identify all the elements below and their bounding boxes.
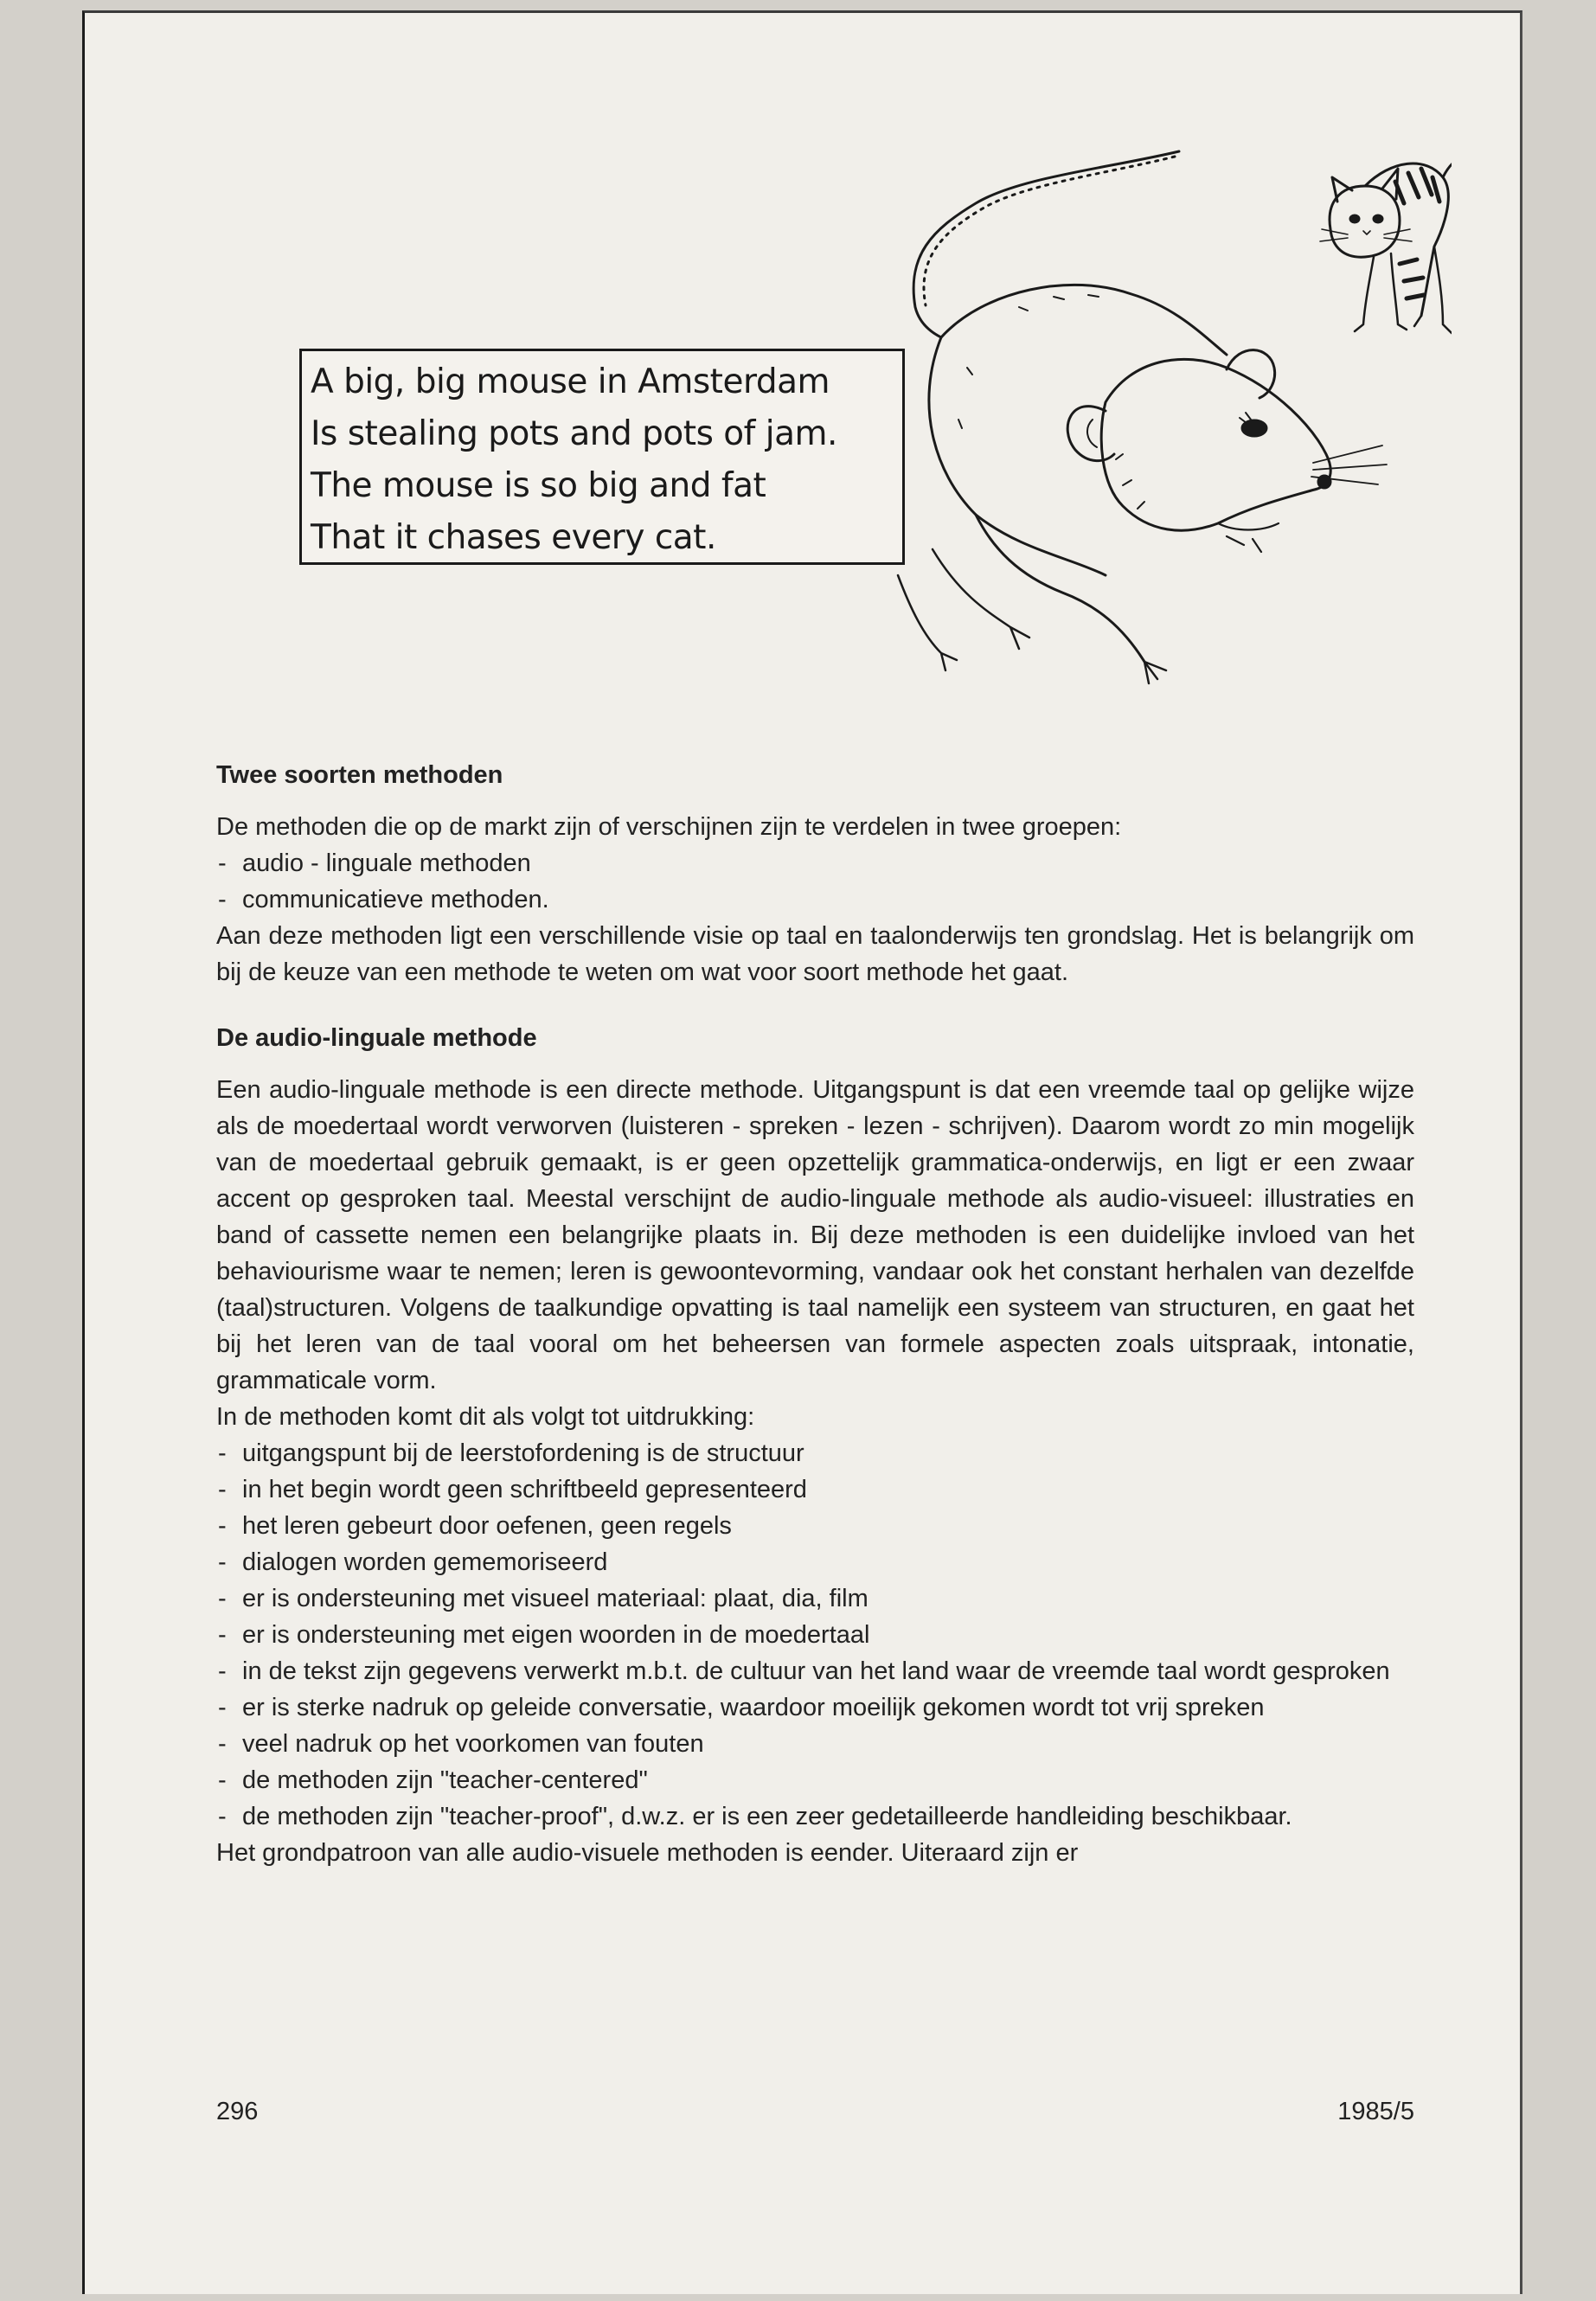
list-item: - communicatieve methoden.: [216, 881, 1414, 918]
section-heading-audio-linguale: De audio-linguale methode: [216, 1024, 537, 1052]
list-item: - de methoden zijn "teacher-centered": [216, 1762, 1414, 1798]
section1-body: Aan deze methoden ligt een verschillende visie op taal en taalonderwijs ten grondslag. Het is belangrijk om bij de keuze van een methode te weten om wat voor soort methode het gaat.: [216, 922, 1414, 986]
list-item: - er is ondersteuning met visueel materiaal: plaat, dia, film: [216, 1580, 1414, 1617]
list-item: - er is ondersteuning met eigen woorden in de moedertaal: [216, 1617, 1414, 1653]
list-item: - in de tekst zijn gegevens verwerkt m.b.t. de cultuur van het land waar de vreemde taal wordt gesproken: [216, 1653, 1414, 1689]
poem-line-2: Is stealing pots and pots of jam.: [311, 414, 837, 453]
section2-list-intro: In de methoden komt dit als volgt tot uitdrukking:: [216, 1403, 755, 1431]
section1-list: [216, 845, 1414, 918]
list-item: - dialogen worden gememoriseerd: [216, 1544, 1414, 1580]
list-item: - audio - linguale methoden: [216, 845, 1414, 881]
list-item: - in het begin wordt geen schriftbeeld gepresenteerd: [216, 1471, 1414, 1508]
issue-number: 1985/5: [1337, 2098, 1414, 2125]
section2-body: Een audio-linguale methode is een directe methode. Uitgangspunt is dat een vreemde taal op gelijke wijze als de moedertaal wordt verworven (luisteren - spreken - lezen - schrijven). Daarom wordt zo min mogelijk van de moedertaal gebruik gemaakt, is er geen opzettelijk grammatica-onderwijs, en ligt er een zwaar accent op gesproken taal. Meestal verschijnt de audio-linguale methode als audio-visueel: illustraties en band of cassette nemen een belangrijke plaats in. Bij deze methoden is een duidelijke invloed van het behaviourisme waar te nemen; leren is gewoontevorming, vandaar ook het constant herhalen van dezelfde (taal)structuren. Volgens de taalkundige opvatting is taal namelijk een systeem van structuren, en gaat het bij het leren van de taal vooral om het beheersen van formele aspecten zoals uitspraak, intonatie, grammaticale vorm.: [216, 1076, 1414, 1394]
poem-line-1: A big, big mouse in Amsterdam: [311, 362, 830, 401]
list-item: - er is sterke nadruk op geleide conversatie, waardoor moeilijk gekomen wordt tot vrij spreken: [216, 1689, 1414, 1726]
list-item: - veel nadruk op het voorkomen van fouten: [216, 1726, 1414, 1762]
section1-intro: De methoden die op de markt zijn of verschijnen zijn te verdelen in twee groepen:: [216, 813, 1122, 841]
mouse-and-cat-drawing: [846, 143, 1452, 731]
section2-list: [216, 1435, 1414, 1835]
list-item: - de methoden zijn "teacher-proof", d.w.z. er is een zeer gedetailleerde handleiding beschikbaar.: [216, 1798, 1414, 1835]
document-page: [82, 10, 1522, 2294]
section2-closing: Het grondpatroon van alle audio-visuele methoden is eender. Uiteraard zijn er: [216, 1839, 1079, 1867]
poem-box: [299, 349, 905, 565]
list-item: - het leren gebeurt door oefenen, geen regels: [216, 1508, 1414, 1544]
section-heading-twee-soorten: Twee soorten methoden: [216, 761, 503, 789]
list-item: - uitgangspunt bij de leerstofordening is de structuur: [216, 1435, 1414, 1471]
article-body: [216, 757, 1414, 1871]
page-number: 296: [216, 2098, 259, 2125]
poem-line-4: That it chases every cat.: [311, 518, 716, 557]
poem-line-3: The mouse is so big and fat: [311, 466, 766, 505]
